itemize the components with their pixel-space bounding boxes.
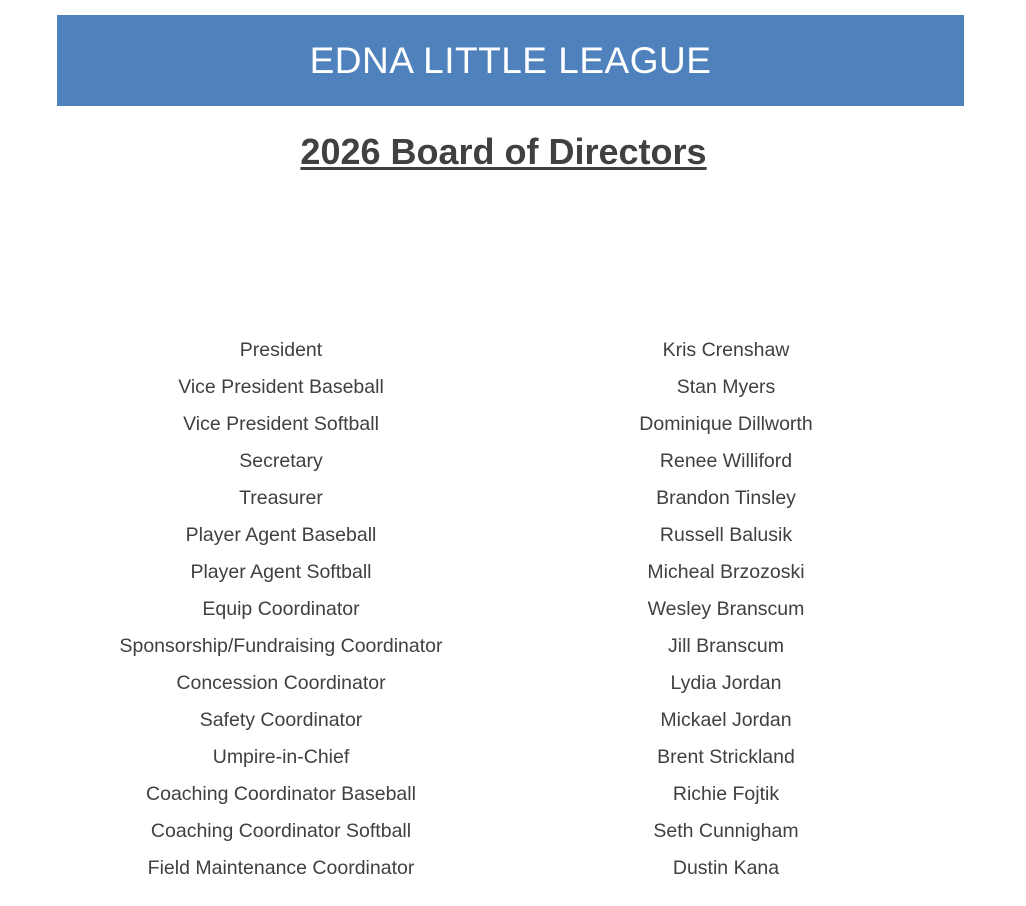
board-role: Player Agent Softball xyxy=(190,561,372,583)
board-row xyxy=(0,480,1026,517)
board-role: Vice President Baseball xyxy=(178,376,384,398)
board-roster xyxy=(0,332,1026,887)
header-banner xyxy=(57,15,964,106)
page-title xyxy=(0,128,1007,176)
league-title: EDNA LITTLE LEAGUE xyxy=(309,40,712,81)
board-member-name: Russell Balusik xyxy=(659,524,793,546)
board-heading: 2026 Board of Directors xyxy=(300,131,707,172)
board-member-name: Micheal Brzozoski xyxy=(647,561,805,583)
board-member-name: Renee Williford xyxy=(659,450,793,472)
board-role: Sponsorship/Fundraising Coordinator xyxy=(119,635,443,657)
board-row xyxy=(0,517,1026,554)
board-member-name: Dustin Kana xyxy=(672,857,780,879)
board-row xyxy=(0,739,1026,776)
board-role: Equip Coordinator xyxy=(202,598,360,620)
board-member-name: Wesley Branscum xyxy=(647,598,805,620)
board-row xyxy=(0,443,1026,480)
board-row xyxy=(0,813,1026,850)
board-role: President xyxy=(239,339,323,361)
board-role: Player Agent Baseball xyxy=(185,524,377,546)
board-row xyxy=(0,369,1026,406)
board-member-name: Stan Myers xyxy=(676,376,776,398)
board-role: Secretary xyxy=(239,450,323,472)
board-row xyxy=(0,591,1026,628)
board-member-name: Richie Fojtik xyxy=(672,783,780,805)
board-row xyxy=(0,406,1026,443)
board-row xyxy=(0,776,1026,813)
board-member-name: Kris Crenshaw xyxy=(662,339,790,361)
board-role: Vice President Softball xyxy=(183,413,379,435)
board-row xyxy=(0,850,1026,887)
board-member-name: Jill Branscum xyxy=(668,635,784,657)
board-member-name: Lydia Jordan xyxy=(670,672,782,694)
board-member-name: Seth Cunnigham xyxy=(653,820,799,842)
board-role: Concession Coordinator xyxy=(176,672,386,694)
board-row xyxy=(0,702,1026,739)
board-role: Treasurer xyxy=(239,487,323,509)
board-role: Coaching Coordinator Baseball xyxy=(146,783,416,805)
board-role: Field Maintenance Coordinator xyxy=(147,857,415,879)
board-row xyxy=(0,665,1026,702)
board-role: Coaching Coordinator Softball xyxy=(150,820,412,842)
board-row xyxy=(0,332,1026,369)
board-role: Umpire-in-Chief xyxy=(212,746,350,768)
board-member-name: Mickael Jordan xyxy=(660,709,792,731)
board-member-name: Dominique Dillworth xyxy=(639,413,813,435)
board-row xyxy=(0,554,1026,591)
board-member-name: Brandon Tinsley xyxy=(656,487,796,509)
board-row xyxy=(0,628,1026,665)
board-role: Safety Coordinator xyxy=(199,709,363,731)
board-member-name: Brent Strickland xyxy=(657,746,795,768)
